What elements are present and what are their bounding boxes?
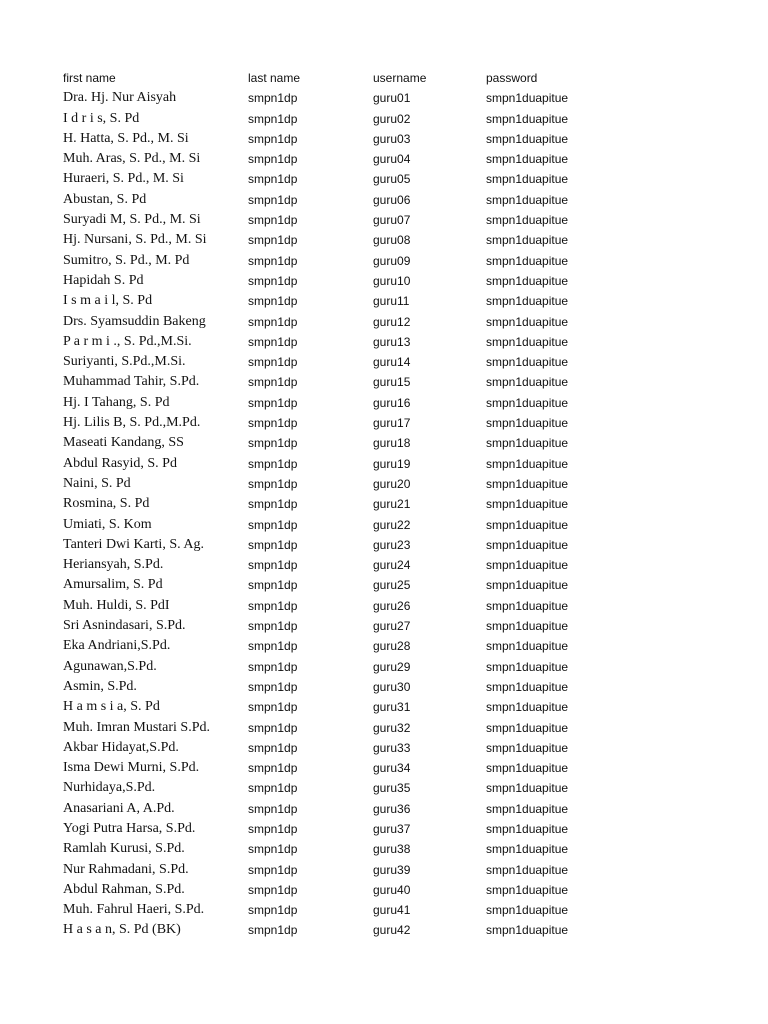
username-cell: guru05 (373, 172, 411, 187)
first-name-cell: Huraeri, S. Pd., M. Si (63, 171, 184, 187)
password-cell: smpn1duapitue (486, 314, 569, 329)
table-row (63, 555, 623, 575)
table-row (63, 88, 623, 108)
table-row (63, 575, 623, 595)
password-cell: smpn1duapitue (486, 558, 569, 573)
last-name-cell: smpn1dp (248, 416, 298, 431)
last-name-cell: smpn1dp (248, 598, 298, 613)
last-name-cell: smpn1dp (248, 578, 298, 593)
first-name-cell: Naini, S. Pd (63, 475, 131, 491)
user-table (63, 68, 623, 941)
username-cell: guru12 (373, 314, 411, 329)
first-name-cell: Nurhidaya,S.Pd. (63, 780, 156, 796)
table-row (63, 149, 623, 169)
first-name-cell: Suriyanti, S.Pd.,M.Si. (63, 354, 186, 370)
first-name-cell: P a r m i ., S. Pd.,M.Si. (63, 333, 192, 349)
last-name-cell: smpn1dp (248, 537, 298, 552)
first-name-cell: Asmin, S.Pd. (63, 678, 137, 694)
username-cell: guru10 (373, 273, 411, 288)
table-body (63, 88, 623, 940)
first-name-cell: Rosmina, S. Pd (63, 496, 150, 512)
last-name-cell: smpn1dp (248, 842, 298, 857)
last-name-cell: smpn1dp (248, 294, 298, 309)
password-cell: smpn1duapitue (486, 821, 569, 836)
table-row (63, 758, 623, 778)
username-cell: guru04 (373, 152, 411, 167)
password-cell: smpn1duapitue (486, 476, 569, 491)
first-name-cell: Suryadi M, S. Pd., M. Si (63, 212, 201, 228)
table-row (63, 413, 623, 433)
password-cell: smpn1duapitue (486, 517, 569, 532)
first-name-cell: Akbar Hidayat,S.Pd. (63, 739, 179, 755)
first-name-cell: Dra. Hj. Nur Aisyah (63, 90, 177, 106)
password-cell: smpn1duapitue (486, 679, 569, 694)
first-name-cell: Umiati, S. Kom (63, 516, 152, 532)
username-cell: guru42 (373, 923, 411, 938)
last-name-cell: smpn1dp (248, 923, 298, 938)
password-cell: smpn1duapitue (486, 355, 569, 370)
first-name-cell: Muh. Huldi, S. PdI (63, 597, 170, 613)
table-row (63, 920, 623, 940)
username-cell: guru27 (373, 619, 411, 634)
table-row (63, 474, 623, 494)
last-name-cell: smpn1dp (248, 152, 298, 167)
first-name-cell: Muh. Fahrul Haeri, S.Pd. (63, 902, 205, 918)
username-cell: guru40 (373, 882, 411, 897)
username-cell: guru06 (373, 192, 411, 207)
table-row (63, 596, 623, 616)
username-cell: guru33 (373, 740, 411, 755)
password-cell: smpn1duapitue (486, 882, 569, 897)
username-cell: guru35 (373, 781, 411, 796)
password-cell: smpn1duapitue (486, 537, 569, 552)
last-name-cell: smpn1dp (248, 273, 298, 288)
password-cell: smpn1duapitue (486, 497, 569, 512)
password-cell: smpn1duapitue (486, 659, 569, 674)
username-cell: guru23 (373, 537, 411, 552)
last-name-cell: smpn1dp (248, 111, 298, 126)
password-cell: smpn1duapitue (486, 131, 569, 146)
username-cell: guru14 (373, 355, 411, 370)
header-first-name: first name (63, 71, 116, 85)
username-cell: guru29 (373, 659, 411, 674)
table-row (63, 677, 623, 697)
password-cell: smpn1duapitue (486, 720, 569, 735)
last-name-cell: smpn1dp (248, 253, 298, 268)
password-cell: smpn1duapitue (486, 91, 569, 106)
password-cell: smpn1duapitue (486, 334, 569, 349)
table-row (63, 636, 623, 656)
password-cell: smpn1duapitue (486, 639, 569, 654)
table-row (63, 494, 623, 514)
table-row (63, 352, 623, 372)
table-row (63, 860, 623, 880)
username-cell: guru20 (373, 476, 411, 491)
password-cell: smpn1duapitue (486, 253, 569, 268)
password-cell: smpn1duapitue (486, 862, 569, 877)
last-name-cell: smpn1dp (248, 192, 298, 207)
username-cell: guru38 (373, 842, 411, 857)
table-row (63, 900, 623, 920)
username-cell: guru11 (373, 294, 410, 309)
password-cell: smpn1duapitue (486, 761, 569, 776)
last-name-cell: smpn1dp (248, 740, 298, 755)
password-cell: smpn1duapitue (486, 233, 569, 248)
username-cell: guru31 (373, 700, 411, 715)
first-name-cell: Tanteri Dwi Karti, S. Ag. (63, 536, 204, 552)
table-row (63, 291, 623, 311)
username-cell: guru41 (373, 903, 411, 918)
first-name-cell: H a s a n, S. Pd (BK) (63, 922, 181, 938)
first-name-cell: Hj. Lilis B, S. Pd.,M.Pd. (63, 415, 201, 431)
username-cell: guru17 (373, 416, 411, 431)
first-name-cell: Yogi Putra Harsa, S.Pd. (63, 820, 196, 836)
username-cell: guru15 (373, 375, 411, 390)
password-cell: smpn1duapitue (486, 436, 569, 451)
last-name-cell: smpn1dp (248, 801, 298, 816)
first-name-cell: Muh. Imran Mustari S.Pd. (63, 719, 210, 735)
password-cell: smpn1duapitue (486, 375, 569, 390)
last-name-cell: smpn1dp (248, 497, 298, 512)
first-name-cell: Maseati Kandang, SS (63, 435, 184, 451)
first-name-cell: H. Hatta, S. Pd., M. Si (63, 130, 189, 146)
table-row (63, 109, 623, 129)
table-row (63, 738, 623, 758)
header-username: username (373, 71, 427, 85)
username-cell: guru22 (373, 517, 411, 532)
password-cell: smpn1duapitue (486, 294, 569, 309)
first-name-cell: Ramlah Kurusi, S.Pd. (63, 841, 185, 857)
password-cell: smpn1duapitue (486, 801, 569, 816)
password-cell: smpn1duapitue (486, 172, 569, 187)
username-cell: guru08 (373, 233, 411, 248)
password-cell: smpn1duapitue (486, 781, 569, 796)
last-name-cell: smpn1dp (248, 456, 298, 471)
last-name-cell: smpn1dp (248, 355, 298, 370)
username-cell: guru21 (373, 497, 411, 512)
first-name-cell: Muh. Aras, S. Pd., M. Si (63, 151, 201, 167)
first-name-cell: Drs. Syamsuddin Bakeng (63, 313, 206, 329)
first-name-cell: Sumitro, S. Pd., M. Pd (63, 252, 190, 268)
first-name-cell: I s m a i l, S. Pd (63, 293, 153, 309)
password-cell: smpn1duapitue (486, 842, 569, 857)
username-cell: guru19 (373, 456, 411, 471)
first-name-cell: Hj. Nursani, S. Pd., M. Si (63, 232, 207, 248)
header-password: password (486, 71, 538, 85)
table-row (63, 393, 623, 413)
first-name-cell: Agunawan,S.Pd. (63, 658, 157, 674)
password-cell: smpn1duapitue (486, 700, 569, 715)
last-name-cell: smpn1dp (248, 91, 298, 106)
first-name-cell: H a m s i a, S. Pd (63, 699, 160, 715)
username-cell: guru32 (373, 720, 411, 735)
table-row (63, 839, 623, 859)
username-cell: guru03 (373, 131, 411, 146)
last-name-cell: smpn1dp (248, 213, 298, 228)
last-name-cell: smpn1dp (248, 781, 298, 796)
last-name-cell: smpn1dp (248, 476, 298, 491)
first-name-cell: Hapidah S. Pd (63, 272, 144, 288)
first-name-cell: Heriansyah, S.Pd. (63, 557, 164, 573)
username-cell: guru09 (373, 253, 411, 268)
table-row (63, 454, 623, 474)
username-cell: guru28 (373, 639, 411, 654)
last-name-cell: smpn1dp (248, 903, 298, 918)
table-row (63, 778, 623, 798)
password-cell: smpn1duapitue (486, 111, 569, 126)
table-row (63, 312, 623, 332)
username-cell: guru24 (373, 558, 411, 573)
last-name-cell: smpn1dp (248, 375, 298, 390)
first-name-cell: I d r i s, S. Pd (63, 110, 140, 126)
last-name-cell: smpn1dp (248, 862, 298, 877)
table-row (63, 230, 623, 250)
password-cell: smpn1duapitue (486, 213, 569, 228)
last-name-cell: smpn1dp (248, 659, 298, 674)
password-cell: smpn1duapitue (486, 923, 569, 938)
table-row (63, 657, 623, 677)
username-cell: guru16 (373, 395, 411, 410)
table-row (63, 190, 623, 210)
table-header (63, 68, 623, 88)
last-name-cell: smpn1dp (248, 679, 298, 694)
last-name-cell: smpn1dp (248, 517, 298, 532)
first-name-cell: Hj. I Tahang, S. Pd (63, 394, 170, 410)
table-row (63, 515, 623, 535)
username-cell: guru26 (373, 598, 411, 613)
password-cell: smpn1duapitue (486, 395, 569, 410)
first-name-cell: Eka Andriani,S.Pd. (63, 638, 171, 654)
last-name-cell: smpn1dp (248, 334, 298, 349)
table-row (63, 616, 623, 636)
first-name-cell: Abdul Rasyid, S. Pd (63, 455, 177, 471)
password-cell: smpn1duapitue (486, 740, 569, 755)
table-row (63, 799, 623, 819)
username-cell: guru01 (373, 91, 411, 106)
username-cell: guru02 (373, 111, 411, 126)
table-row (63, 697, 623, 717)
last-name-cell: smpn1dp (248, 882, 298, 897)
last-name-cell: smpn1dp (248, 720, 298, 735)
table-row (63, 880, 623, 900)
table-row (63, 271, 623, 291)
first-name-cell: Isma Dewi Murni, S.Pd. (63, 760, 200, 776)
username-cell: guru36 (373, 801, 411, 816)
first-name-cell: Abustan, S. Pd (63, 191, 147, 207)
header-last-name: last name (248, 71, 301, 85)
last-name-cell: smpn1dp (248, 821, 298, 836)
password-cell: smpn1duapitue (486, 578, 569, 593)
last-name-cell: smpn1dp (248, 700, 298, 715)
first-name-cell: Sri Asnindasari, S.Pd. (63, 618, 186, 634)
username-cell: guru07 (373, 213, 411, 228)
first-name-cell: Muhammad Tahir, S.Pd. (63, 374, 200, 390)
table-row (63, 210, 623, 230)
table-row (63, 169, 623, 189)
table-row (63, 718, 623, 738)
first-name-cell: Amursalim, S. Pd (63, 577, 163, 593)
table-row (63, 332, 623, 352)
table-row (63, 129, 623, 149)
last-name-cell: smpn1dp (248, 639, 298, 654)
last-name-cell: smpn1dp (248, 131, 298, 146)
table-row (63, 819, 623, 839)
username-cell: guru34 (373, 761, 411, 776)
password-cell: smpn1duapitue (486, 416, 569, 431)
last-name-cell: smpn1dp (248, 558, 298, 573)
last-name-cell: smpn1dp (248, 619, 298, 634)
table-row (63, 372, 623, 392)
last-name-cell: smpn1dp (248, 395, 298, 410)
password-cell: smpn1duapitue (486, 192, 569, 207)
password-cell: smpn1duapitue (486, 598, 569, 613)
first-name-cell: Nur Rahmadani, S.Pd. (63, 861, 189, 877)
first-name-cell: Anasariani A, A.Pd. (63, 800, 175, 816)
password-cell: smpn1duapitue (486, 456, 569, 471)
first-name-cell: Abdul Rahman, S.Pd. (63, 881, 185, 897)
username-cell: guru39 (373, 862, 411, 877)
last-name-cell: smpn1dp (248, 314, 298, 329)
username-cell: guru37 (373, 821, 411, 836)
password-cell: smpn1duapitue (486, 273, 569, 288)
username-cell: guru13 (373, 334, 411, 349)
username-cell: guru30 (373, 679, 411, 694)
last-name-cell: smpn1dp (248, 761, 298, 776)
table-row (63, 433, 623, 453)
last-name-cell: smpn1dp (248, 436, 298, 451)
username-cell: guru18 (373, 436, 411, 451)
username-cell: guru25 (373, 578, 411, 593)
last-name-cell: smpn1dp (248, 172, 298, 187)
password-cell: smpn1duapitue (486, 152, 569, 167)
password-cell: smpn1duapitue (486, 903, 569, 918)
last-name-cell: smpn1dp (248, 233, 298, 248)
table-row (63, 251, 623, 271)
password-cell: smpn1duapitue (486, 619, 569, 634)
table-row (63, 535, 623, 555)
